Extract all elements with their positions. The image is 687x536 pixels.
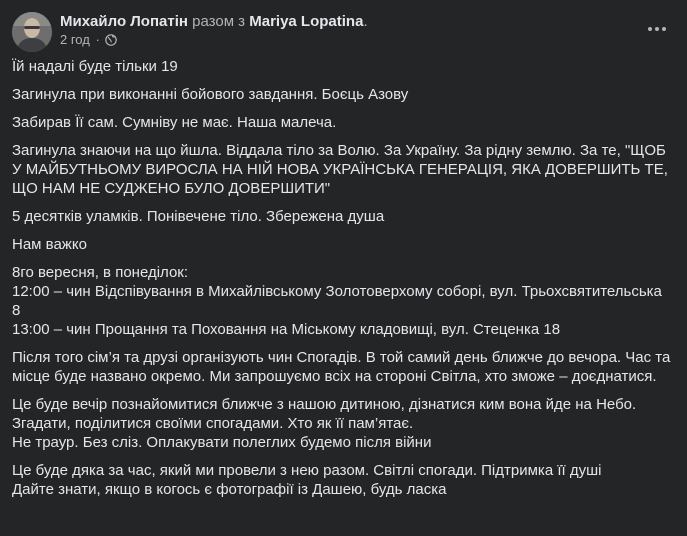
post-line: Нам важко [12, 236, 87, 253]
avatar-image [12, 12, 52, 52]
post-paragraph [12, 207, 674, 226]
post-line: 13:00 – чин Прощання та Поховання на Міському кладовищі, вул. Стеценка 18 [12, 321, 561, 338]
post-line: Забирав Її сам. Сумніву не має. Наша малеча. [12, 114, 337, 131]
coauthor-suffix: . [363, 13, 368, 30]
post-header [12, 12, 675, 52]
with-text: разом з [192, 13, 246, 30]
post-line: 8го вересня, в понеділок: [12, 264, 189, 281]
post-paragraph [12, 395, 674, 452]
post-line: Це буде дяка за час, який ми провели з нею разом. Світлі спогади. Підтримка її душі [12, 462, 602, 479]
post-paragraph [12, 57, 674, 76]
coauthor-name[interactable]: Mariya Lopatina [249, 13, 364, 30]
avatar[interactable] [12, 12, 52, 52]
post-line: 12:00 – чин Відспівування в Михайлівському Золотоверхому соборі, вул. Трьохсвятительська 8 [12, 283, 662, 319]
post-line: Їй надалі буде тільки 19 [12, 58, 178, 75]
post-line: 5 десятків уламків. Понівечене тіло. Збережена душа [12, 208, 385, 225]
post-paragraph [12, 461, 674, 499]
meta-separator: · [95, 32, 100, 47]
post-line: Це буде вечір познайомитися ближче з нашою дитиною, дізнатися ким вона йде на Небо. Згадати, поділитися своїми спогадами. Хто як її пам’ятає. [12, 396, 637, 432]
post-paragraph [12, 235, 674, 254]
post-line: Загинула при виконанні бойового завдання. Боєць Азову [12, 86, 409, 103]
post-text [12, 57, 674, 508]
author-name[interactable]: Михайло Лопатін [60, 13, 188, 30]
post-paragraph [12, 85, 674, 104]
post-paragraph [12, 348, 674, 386]
more-horizontal-icon [647, 26, 667, 32]
post-line: Не траур. Без сліз. Оплакувати полеглих будемо після війни [12, 434, 432, 451]
author-line [60, 12, 368, 32]
post-paragraph [12, 141, 674, 198]
post-line: Дайте знати, якщо в когось є фотографії із Дашею, будь ласка [12, 481, 447, 498]
post-line: Загинула знаючи на що йшла. Віддала тіло за Волю. За Україну. За рідну землю. За те, "ЩОБ У МАЙБУТНЬОМУ ВИРОСЛА НА НІЙ НОВА УКРАЇНСЬКА ГЕНЕРАЦІЯ, ЯКА ДОВЕРШИТЬ ТЕ, ЩО НАМ НЕ СУДЖЕНО БУЛО ДОВЕРШИТИ" [12, 142, 668, 197]
post-paragraph [12, 113, 674, 132]
more-options-button[interactable] [639, 14, 675, 44]
post-timestamp[interactable]: 2 год [60, 32, 90, 47]
globe-icon[interactable] [105, 33, 117, 51]
post-line: Після того сім’я та друзі організують чин Спогадів. В той самий день ближче до вечора. Час та місце буде названо окремо. Ми запрошуємо всіх на стороні Світла, хто зможе – доєднатися. [12, 349, 671, 385]
post-meta [60, 31, 117, 51]
post-paragraph [12, 263, 674, 339]
